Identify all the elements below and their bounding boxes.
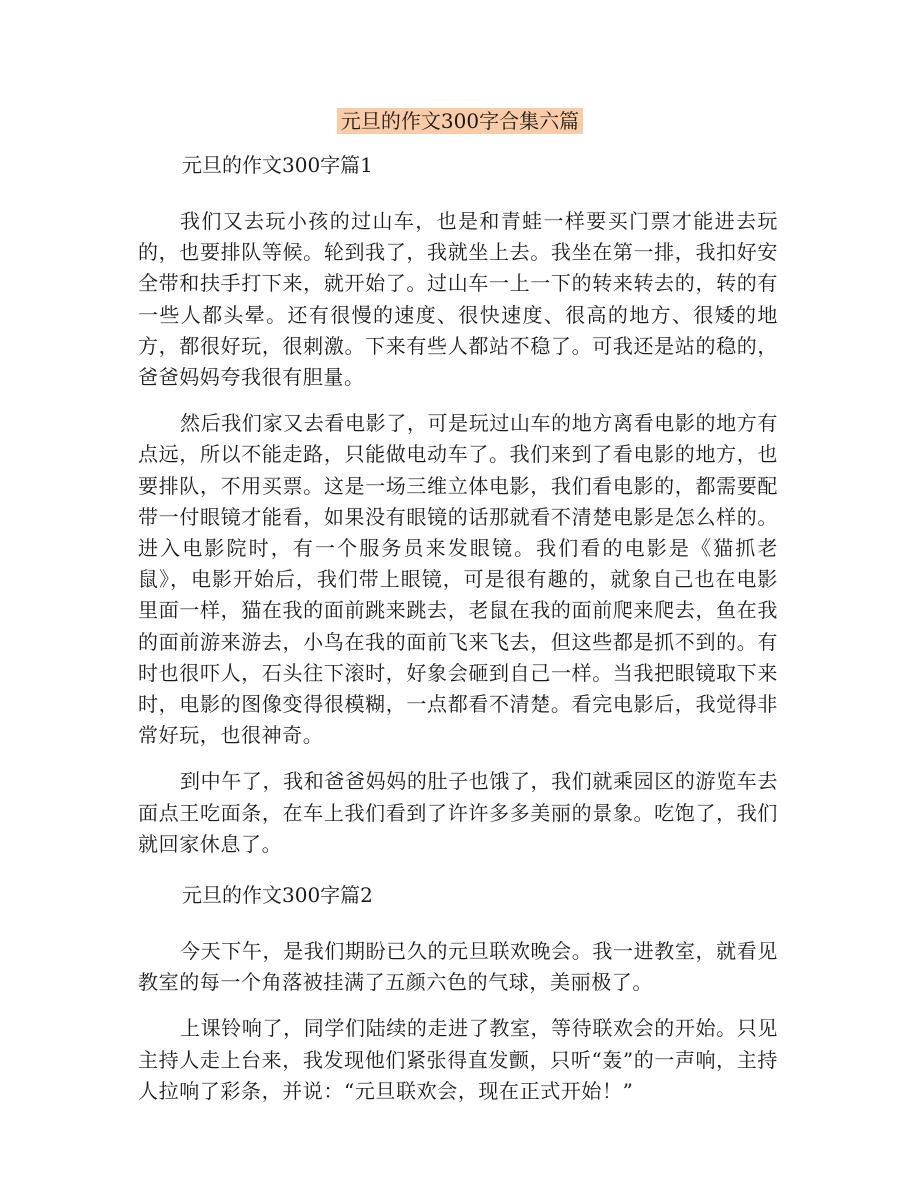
paragraph: 今天下午，是我们期盼已久的元旦联欢晚会。我一进教室，就看见教室的每一个角落被挂满了五颜六色的气球，美丽极了。 bbox=[138, 939, 778, 995]
paragraph: 到中午了，我和爸爸妈妈的肚子也饿了，我们就乘园区的游览车去面点王吃面条，在车上我们看到了许许多多美丽的景象。吃饱了，我们就回家休息了。 bbox=[138, 769, 778, 856]
essay-section-2 bbox=[138, 880, 778, 1107]
paragraph: 上课铃响了，同学们陆续的走进了教室，等待联欢会的开始。只见主持人走上台来，我发现他们紧张得直发颤，只听“轰”的一声响，主持人拉响了彩条，并说：“元旦联欢会，现在正式开始！” bbox=[138, 1016, 778, 1103]
document-title bbox=[0, 106, 920, 136]
section-heading: 元旦的作文300字篇1 bbox=[182, 153, 373, 177]
paragraph: 然后我们家又去看电影了，可是玩过山车的地方离看电影的地方有点远，所以不能走路，只能做电动车了。我们来到了看电影的地方，也要排队，不用买票。这是一场三维立体电影，我们看电影的，都需要配带一付眼镜才能看，如果没有眼镜的话那就看不清楚电影是怎么样的。进入电影院时，有一个服务员来发眼镜。我们看的电影是《猫抓老鼠》，电影开始后，我们带上眼镜，可是很有趣的，就象自己也在电影里面一样，猫在我的面前跳来跳去，老鼠在我的面前爬来爬去，鱼在我的面前游来游去，小鸟在我的面前飞来飞去，但这些都是抓不到的。有时也很吓人，石头往下滚时，好象会砸到自己一样。当我把眼镜取下来时，电影的图像变得很模糊，一点都看不清楚。看完电影后，我觉得非常好玩，也很神奇。 bbox=[138, 411, 778, 748]
document-body bbox=[138, 150, 778, 1107]
paragraph: 我们又去玩小孩的过山车，也是和青蛙一样要买门票才能进去玩的，也要排队等候。轮到我了，我就坐上去。我坐在第一排，我扣好安全带和扶手打下来，就开始了。过山车一上一下的转来转去的，转的有一些人都头晕。还有很慢的速度、很快速度、很高的地方、很矮的地方，都很好玩，很刺激。下来有些人都站不稳了。可我还是站的稳的，爸爸妈妈夸我很有胆量。 bbox=[138, 209, 778, 390]
document-title-text: 元旦的作文300字合集六篇 bbox=[337, 108, 583, 134]
essay-section-1 bbox=[138, 150, 778, 860]
section-heading: 元旦的作文300字篇2 bbox=[182, 883, 373, 908]
